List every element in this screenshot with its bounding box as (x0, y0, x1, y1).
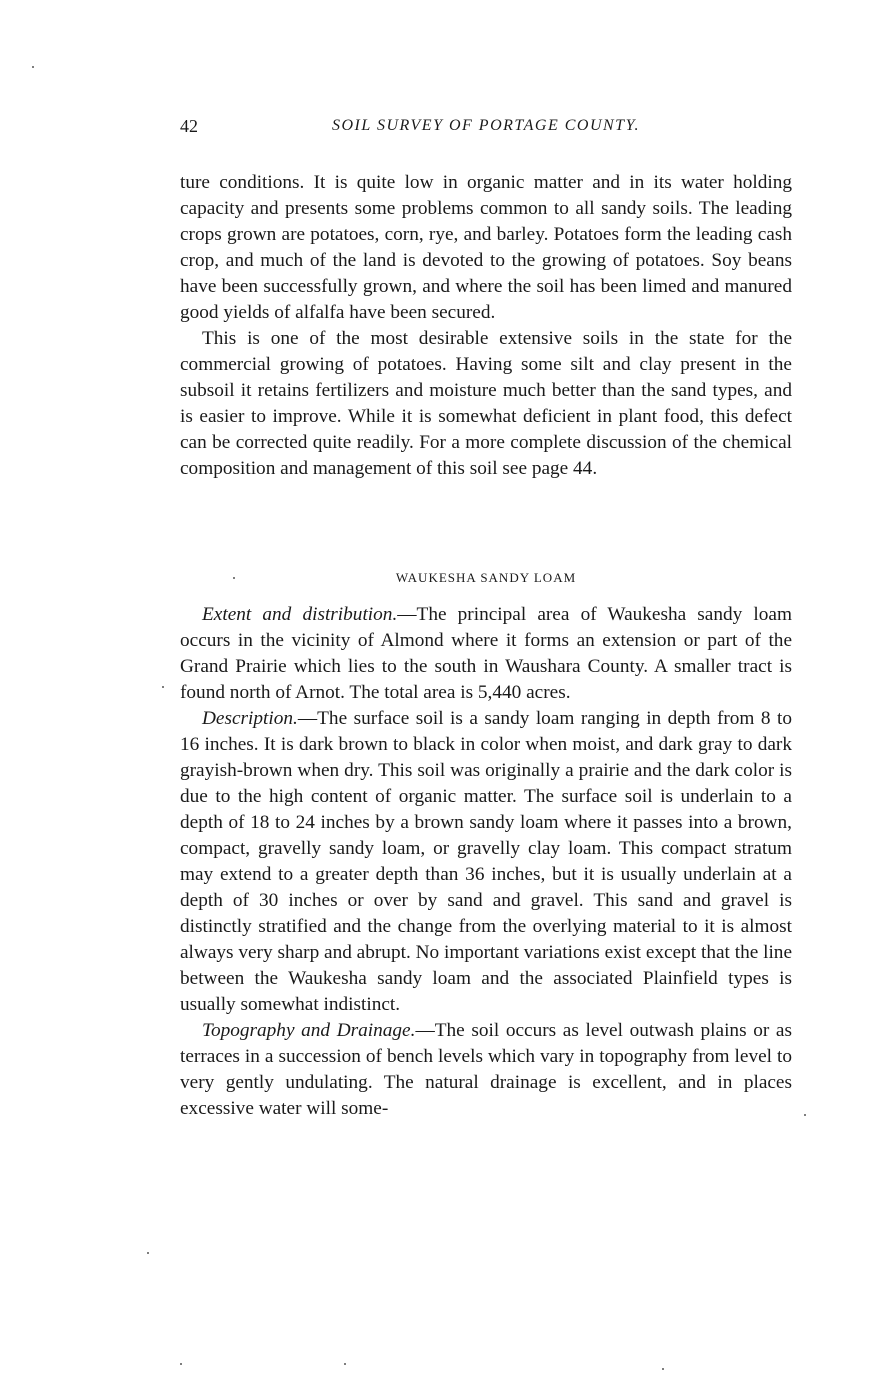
text-block-waukesha (180, 602, 792, 1122)
text-block-continued (180, 170, 792, 482)
page-number: 42 (180, 116, 198, 136)
extent-lead: Extent and distribution. (202, 604, 398, 625)
paragraph-extent (180, 602, 792, 706)
page-header (180, 116, 792, 140)
extent-text: —The principal area of Waukesha sandy loam occurs in the vicinity of Almond where it forms an extension or part of the Grand Prairie which lies to the south in Waushara County. A smaller tract is found north of Arnot. The total area is 5,440 acres. (180, 604, 792, 703)
topography-lead: Topography and Drainage. (202, 1020, 416, 1041)
scan-speck (662, 1368, 664, 1370)
running-title: SOIL SURVEY OF PORTAGE COUNTY. (332, 117, 640, 134)
paragraph-potatoes: This is one of the most desirable extensive soils in the state for the commercial growing of potatoes. Having some silt and clay present in the subsoil it retains fertilizers and moisture much better than the sand types, and is easier to improve. While it is somewhat deficient in plant food, this defect can be corrected quite readily. For a more complete discussion of the chemical composition and management of this soil see page 44. (180, 328, 792, 479)
topography-text: —The soil occurs as level outwash plains or as terraces in a succession of bench levels which vary in topography from level to very gently undulating. The natural drainage is excellent, and in places excessive water will some- (180, 1020, 792, 1119)
section-heading: WAUKESHA SANDY LOAM (395, 570, 577, 585)
paragraph-topography (180, 1018, 792, 1122)
scan-speck (344, 1363, 346, 1365)
scan-speck (32, 66, 34, 68)
description-lead: Description. (202, 708, 298, 729)
description-text: —The surface soil is a sandy loam ranging in depth from 8 to 16 inches. It is dark brown to black in color when moist, and dark gray to dark grayish-brown when dry. This soil was originally a prairie and the dark color is due to the high content of organic matter. The surface soil is underlain to a depth of 18 to 24 inches by a brown sandy loam where it passes into a brown, compact, gravelly sandy loam, or gravelly clay loam. This compact stratum may extend to a greater depth than 36 inches, but it is usually underlain at a depth of 30 inches or over by sand and gravel. This sand and gravel is distinctly stratified and the change from the overlying material to it is almost always very sharp and abrupt. No important variations exist except that the line between the Waukesha sandy loam and the associated Plainfield types is usually somewhat indistinct. (180, 708, 793, 1015)
paragraph-continued: ture conditions. It is quite low in organic matter and in its water holding capacity and presents some problems common to all sandy soils. The leading crops grown are potatoes, corn, rye, and barley. Potatoes form the leading cash crop, and much of the land is devoted to the growing of potatoes. Soy beans have been successfully grown, and where the soil has been limed and manured good yields of alfalfa have been secured. (180, 172, 792, 323)
scan-speck (233, 577, 235, 579)
scan-speck (180, 1363, 182, 1365)
paragraph-description (180, 706, 792, 1018)
scan-speck (804, 1114, 806, 1116)
scan-speck (162, 686, 164, 688)
scan-speck (147, 1252, 149, 1254)
